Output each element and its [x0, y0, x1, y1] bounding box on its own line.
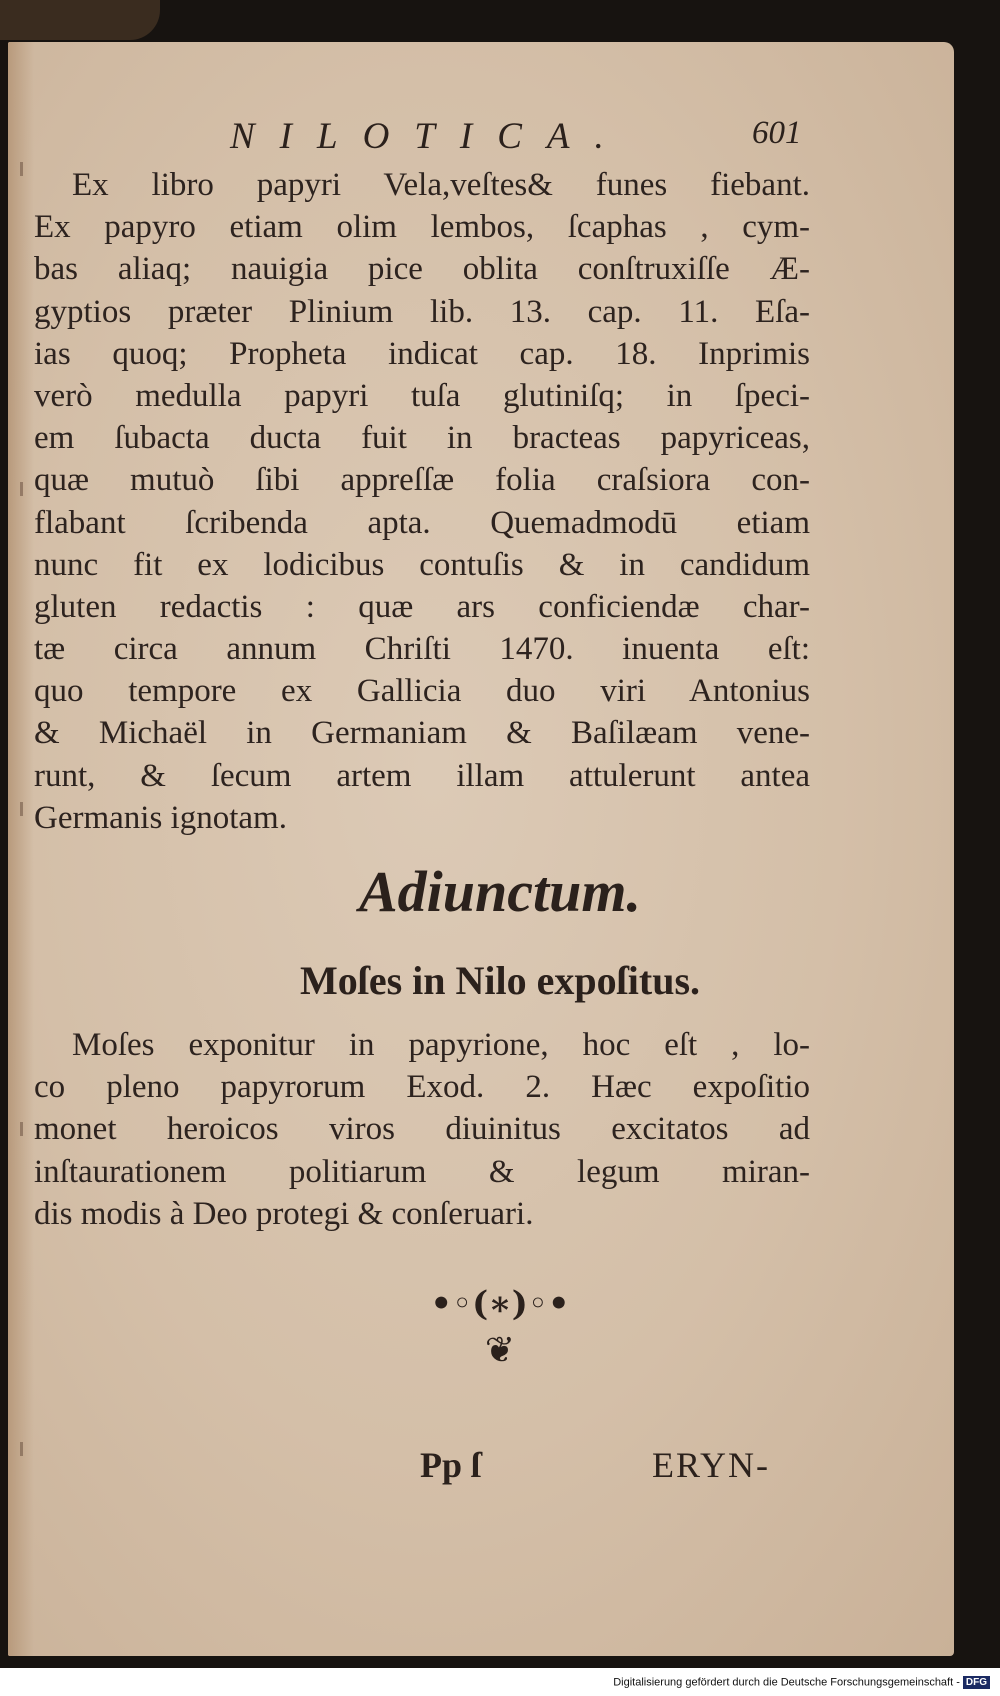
- text-line: Germanis ignotam.: [34, 799, 287, 836]
- text-line: ias quoq; Propheta indicat cap. 18. Inprimis: [34, 335, 810, 372]
- text-line: quæ mutuò ſibi appreſſæ folia craſsiora con-: [34, 462, 810, 499]
- text-line: flabant ſcribenda apta. Quemadmodū etiam: [34, 504, 810, 541]
- section-text-block: [34, 1024, 810, 1235]
- text-line: co pleno papyrorum Exod. 2. Hæc expoſitio: [34, 1069, 810, 1106]
- text-line: & Michaël in Germaniam & Baſilæam vene-: [34, 715, 810, 752]
- fleuron-icon: ❦: [484, 1330, 516, 1371]
- section-subheading: Moſes in Nilo expoſitus.: [299, 958, 701, 1003]
- text-line: em ſubacta ducta fuit in bracteas papyriceas,: [34, 420, 810, 457]
- signature-mark: Pp ſ: [420, 1445, 482, 1485]
- section-heading: Adiunctum.: [358, 859, 642, 924]
- page-stitch-mark: [20, 482, 23, 496]
- text-line: dis modis à Deo protegi & conſeruari.: [34, 1195, 534, 1232]
- page-header: [0, 115, 1000, 155]
- text-line: gluten redactis : quæ ars conficiendæ char-: [34, 588, 810, 625]
- page-stitch-mark: [20, 802, 23, 816]
- text-line: monet heroicos viros diuinitus excitatos ad: [34, 1111, 810, 1148]
- text-line: inſtaurationem politiarum & legum miran-: [34, 1153, 810, 1190]
- page-stitch-mark: [20, 1122, 23, 1136]
- page-number: 601: [752, 115, 802, 151]
- catchword: ERYN-: [652, 1445, 770, 1485]
- digitization-credit: [613, 1676, 990, 1689]
- running-title: NILOTICA.: [230, 116, 629, 157]
- text-line: gyptios præter Plinium lib. 13. cap. 11. Eſa-: [34, 293, 810, 330]
- page-edge-shading: [8, 42, 34, 1656]
- text-line: Moſes exponitur in papyrione, hoc eſt , lo-: [72, 1027, 810, 1063]
- page-stitch-mark: [20, 162, 23, 176]
- text-line: Ex papyro etiam olim lembos, ſcaphas , cym-: [34, 209, 810, 246]
- text-line: verò medulla papyri tuſa glutiniſq; in ſpeci-: [34, 377, 810, 414]
- text-line: runt, & ſecum artem illam attulerunt antea: [34, 757, 810, 794]
- text-line: tæ circa annum Chriſti 1470. inuenta eſt:: [34, 631, 810, 668]
- text-line: bas aliaq; nauigia pice oblita conſtruxiſſe Æ-: [34, 251, 810, 288]
- page-stitch-mark: [20, 1442, 23, 1456]
- scan-corner-shadow: [0, 0, 160, 40]
- text-line: nunc fit ex lodicibus contuſis & in candidum: [34, 546, 810, 583]
- printers-ornament: •◦(∗)◦•: [430, 1284, 570, 1324]
- main-text-block: [34, 164, 810, 839]
- credit-text: Digitalisierung gefördert durch die Deutsche Forschungsgemeinschaft -: [613, 1676, 960, 1689]
- text-line: Ex libro papyri Vela,veſtes& funes fiebant.: [72, 167, 810, 203]
- text-line: quo tempore ex Gallicia duo viri Antonius: [34, 673, 810, 710]
- dfg-logo: DFG: [963, 1676, 990, 1689]
